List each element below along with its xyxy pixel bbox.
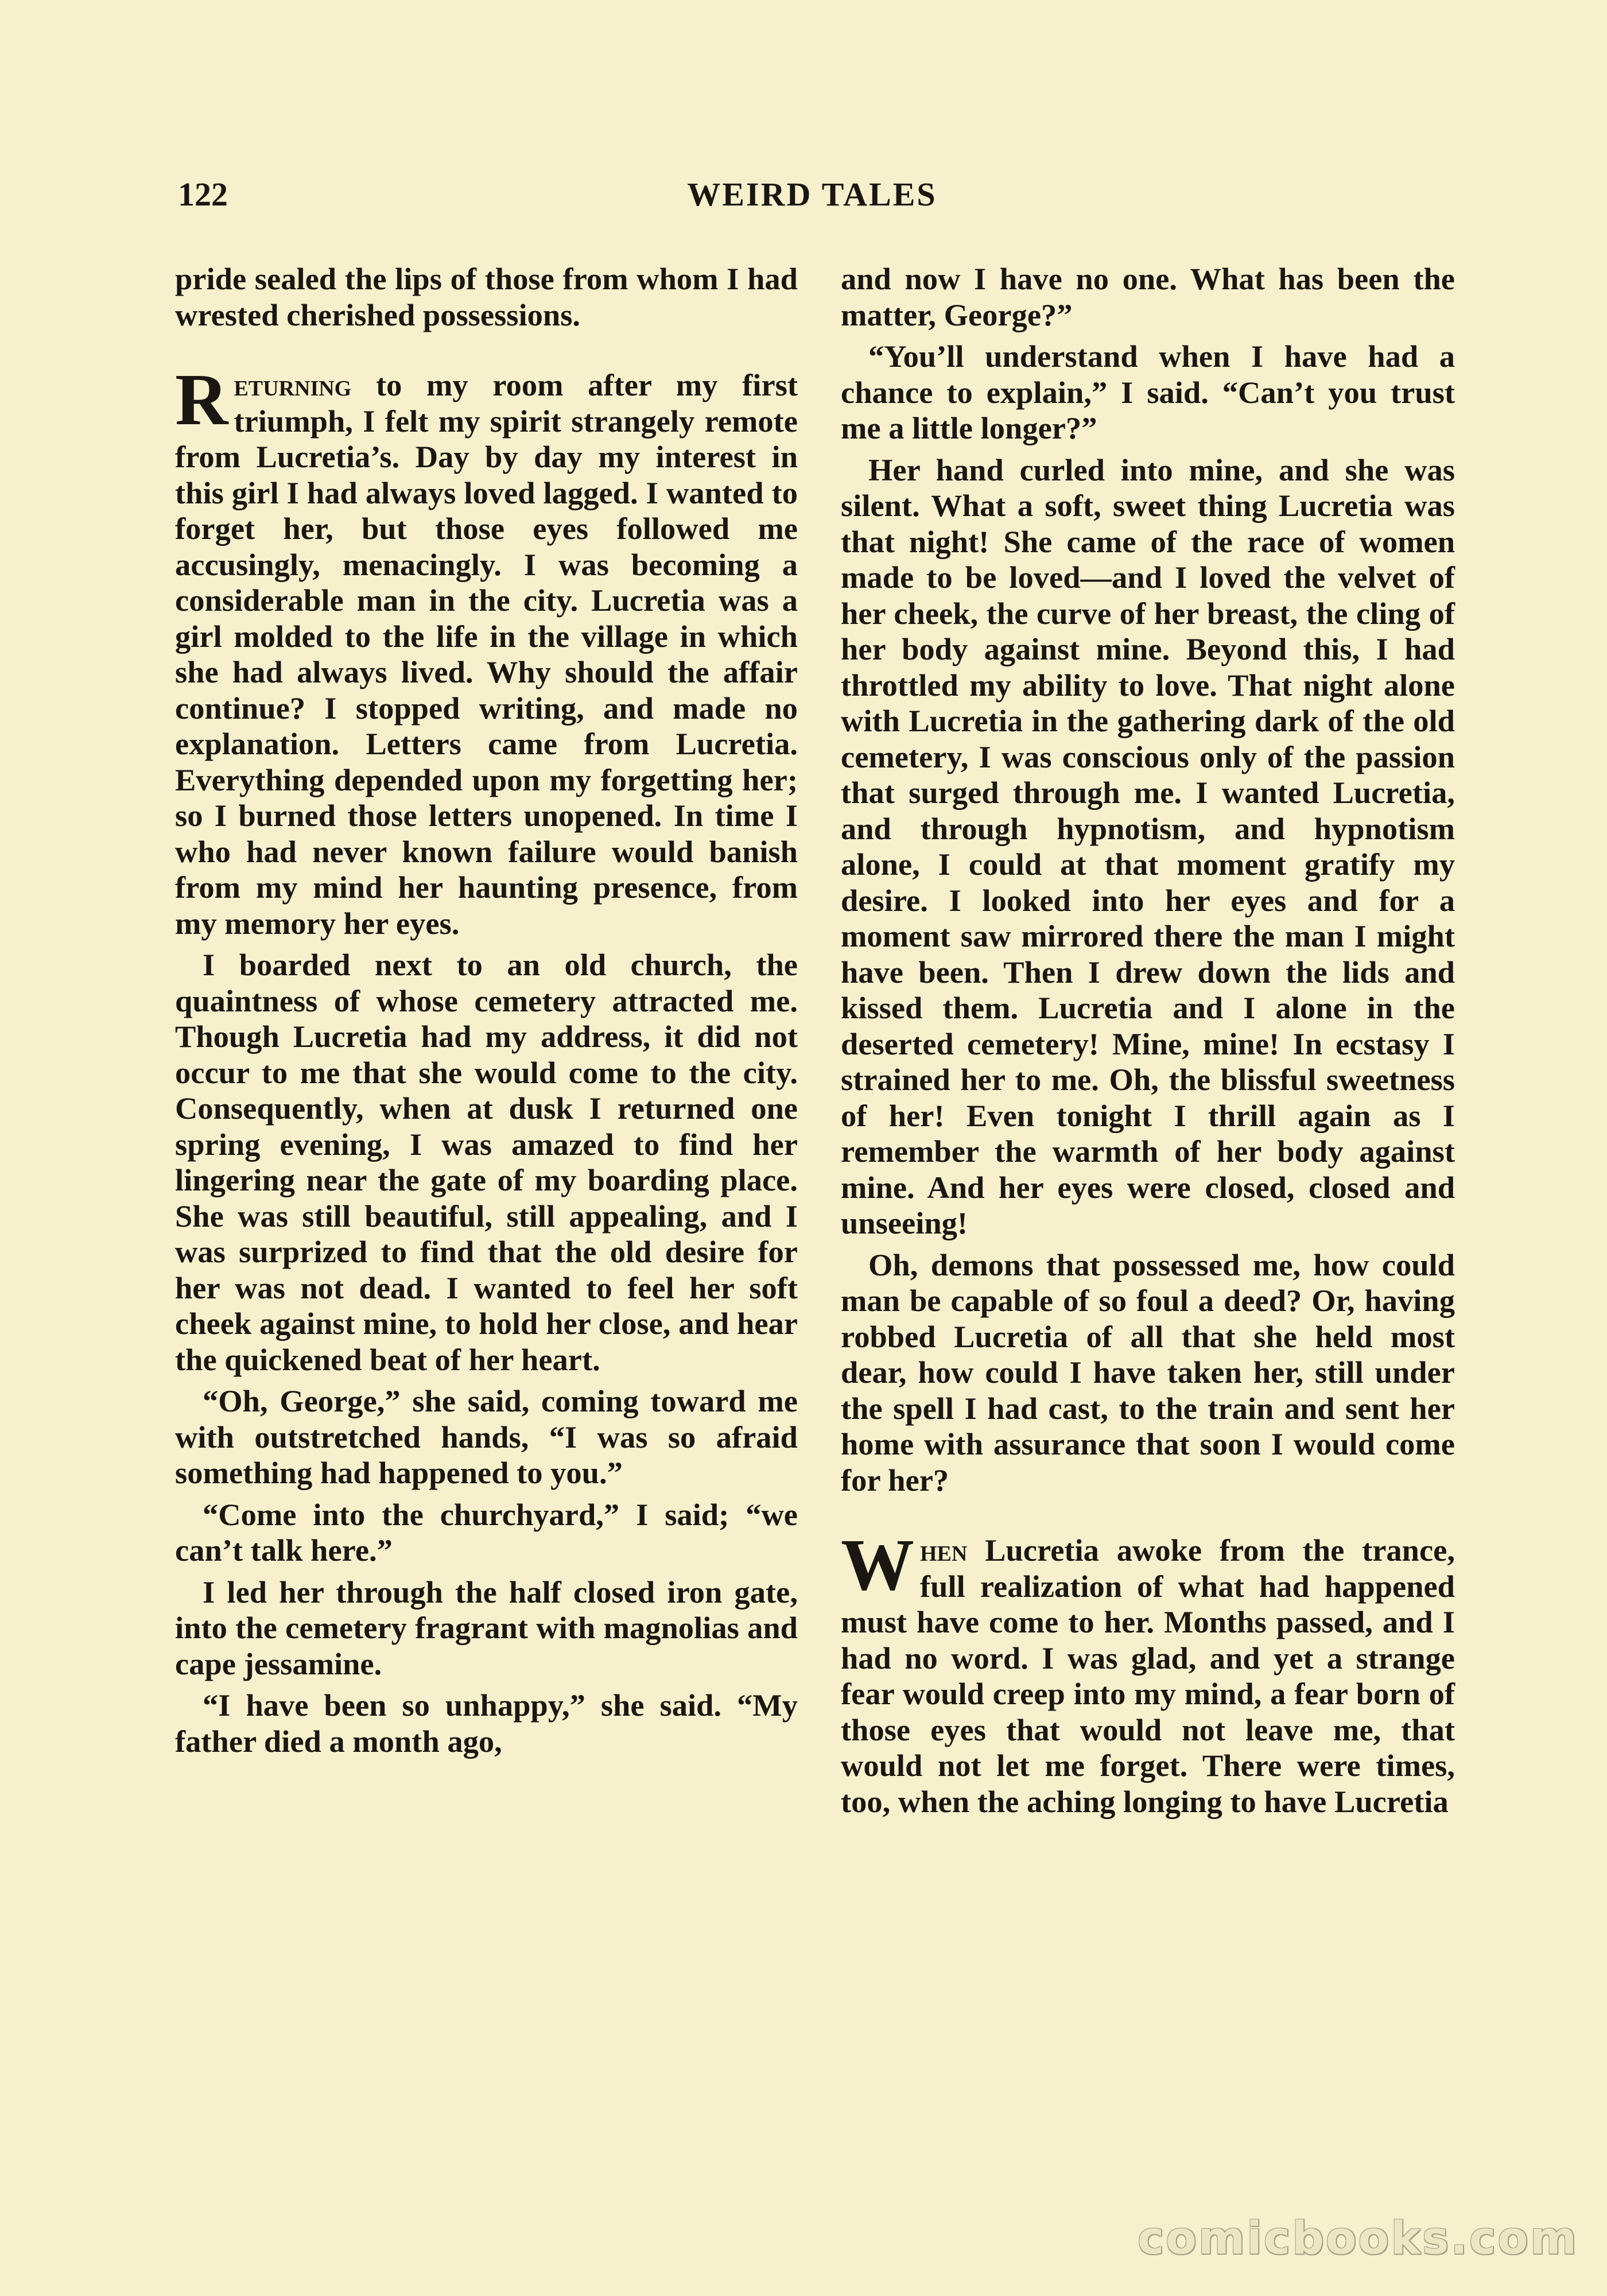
- small-caps-lead: eturning: [234, 367, 352, 402]
- paragraph: and now I have no one. What has been the matter, George?”: [841, 261, 1455, 332]
- section-paragraph: [175, 359, 798, 941]
- paragraph: “Come into the churchyard,” I said; “we can’t talk here.”: [175, 1496, 798, 1568]
- running-title: WEIRD TALES: [687, 176, 937, 213]
- left-column: [175, 261, 798, 1765]
- paragraph: I boarded next to an old church, the quaintness of whose cemetery attracted me. Though Lucretia had my address, it did not occur to me that she would come to the city. Consequently, when at dusk I returned one spring evening, I was amazed to find her lingering near the gate of my boarding place. She was still beautiful, still appealing, and I was surprized to find that the old desire for her was not dead. I wanted to feel her soft cheek against mine, to hold her close, and hear the quickened beat of her heart.: [175, 947, 798, 1377]
- page-number: 122: [178, 176, 228, 213]
- drop-cap: W: [841, 1524, 914, 1605]
- section-paragraph: [841, 1524, 1455, 1820]
- paragraph-text: to my room after my first triumph, I felt my spirit strangely remote from Lucretia’s. Day by day my interest in this girl I had always loved lagged. I wanted to forget her, but those eyes followed me accusingly, menacingly. I was becoming a considerable man in the city. Lucretia was a girl molded to the life in the village in which she had always lived. Why should the affair continue? I stopped writing, and made no explanation. Letters came from Lucretia. Everything depended upon my forgetting her; so I burned those letters unopened. In time I who had never known failure would banish from my mind her haunting presence, from my memory her eyes.: [175, 367, 798, 941]
- paragraph: “You’ll understand when I have had a chance to explain,” I said. “Can’t you trust me a little longer?”: [841, 339, 1455, 445]
- paragraph-text: Lucretia awoke from the trance, full realization of what had happened must have come to her. Months passed, and I had no word. I was glad, and yet a strange fear would creep into my mind, a fear born of those eyes that would not leave me, that would not let me forget. There were times, too, when the aching longing to have Lucretia: [841, 1533, 1455, 1819]
- drop-cap: R: [175, 359, 228, 440]
- right-column: [841, 261, 1455, 1825]
- watermark: comicbooks.com: [1137, 2213, 1578, 2264]
- page-header: [178, 175, 1446, 221]
- paragraph: Her hand curled into mine, and she was silent. What a soft, sweet thing Lucretia was that night! She came of the race of women made to be loved—and I loved the velvet of her cheek, the curve of her breast, the cling of her body against mine. Beyond this, I had throttled my ability to love. That night alone with Lucretia in the gathering dark of the old cemetery, I was conscious only of the passion that surged through me. I wanted Lucretia, and through hypnotism, and hypnotism alone, I could at that moment gratify my desire. I looked into her eyes and for a moment saw mirrored there the man I might have been. Then I drew down the lids and kissed them. Lucretia and I alone in the deserted cemetery! Mine, mine! In ecstasy I strained her to me. Oh, the blissful sweetness of her! Even tonight I thrill again as I remember the warmth of her body against mine. And her eyes were closed, closed and unseeing!: [841, 452, 1455, 1240]
- paragraph: “Oh, George,” she said, coming toward me with outstretched hands, “I was so afraid something had happened to you.”: [175, 1383, 798, 1490]
- paragraph: Oh, demons that possessed me, how could man be capable of so foul a deed? Or, having robbed Lucretia of all that she held most dear, how could I have taken her, still under the spell I had cast, to the train and sent her home with assurance that soon I would come for her?: [841, 1247, 1455, 1498]
- paragraph: pride sealed the lips of those from whom I had wrested cherished possessions.: [175, 261, 798, 332]
- small-caps-lead: hen: [920, 1533, 968, 1568]
- paragraph: I led her through the half closed iron gate, into the cemetery fragrant with magnolias and cape jessamine.: [175, 1574, 798, 1681]
- paragraph: “I have been so unhappy,” she said. “My father died a month ago,: [175, 1688, 798, 1759]
